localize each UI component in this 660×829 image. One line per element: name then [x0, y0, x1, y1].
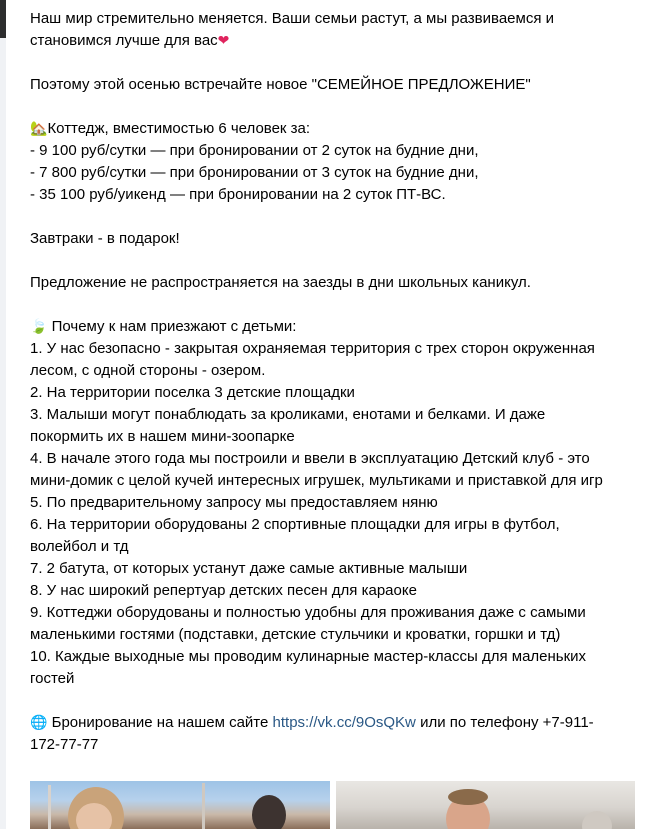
restriction-paragraph [30, 272, 645, 294]
post-body [30, 8, 645, 778]
restriction-text: Предложение не распространяется на заезды в дни школьных каникул. [30, 274, 531, 291]
intro-paragraph [30, 8, 645, 52]
reason-line: 1. У нас безопасно - закрытая охраняемая территория с трех сторон окруженная [30, 340, 595, 357]
price-line: - 7 800 руб/сутки — при бронировании от 3 суток на будние дни, [30, 164, 479, 181]
breakfast-text: Завтраки - в подарок! [30, 230, 180, 247]
attachment-photo-1[interactable] [30, 781, 330, 829]
prices-paragraph [30, 118, 645, 206]
reason-line: 3. Малыши могут понаблюдать за кроликами, енотами и белками. И даже [30, 406, 546, 423]
price-line: - 9 100 руб/сутки — при бронировании от 2 суток на будние дни, [30, 142, 479, 159]
photo-hair-shape [448, 789, 488, 805]
announcement-text: Поэтому этой осенью встречайте новое "СЕМЕЙНОЕ ПРЕДЛОЖЕНИЕ" [30, 76, 531, 93]
reason-line: маленькими гостями (подставки, детские стульчики и кроватки, горшки и тд) [30, 626, 561, 643]
photo-stick-shape [48, 785, 51, 829]
booking-link[interactable]: https://vk.cc/9OsQKw [272, 714, 416, 731]
photo-object-shape [582, 811, 612, 829]
reason-line: 2. На территории поселка 3 детские площадки [30, 384, 355, 401]
reason-line: 8. У нас широкий репертуар детских песен для караоке [30, 582, 417, 599]
photo-attachments [30, 781, 635, 829]
heart-icon: ❤ [217, 33, 230, 49]
reason-line: лесом, с одной стороны - озером. [30, 362, 266, 379]
reason-line: 6. На территории оборудованы 2 спортивные площадки для игры в футбол, [30, 516, 560, 533]
photo-figure-shape [252, 795, 286, 829]
reason-line: 5. По предварительному запросу мы предоставляем няню [30, 494, 438, 511]
intro-line-2: становимся лучше для вас❤ [30, 30, 645, 52]
photo-face-shape [76, 803, 112, 829]
breakfast-paragraph [30, 228, 645, 250]
house-icon: 🏡 [30, 121, 48, 137]
attachment-photo-2[interactable] [336, 781, 635, 829]
booking-line-1: 🌐 Бронирование на нашем сайте https://vk.cc/9OsQKw или по телефону +7-911- [30, 712, 645, 734]
reason-line: мини-домик с целой кучей интересных игрушек, мультиками и приставкой для игр [30, 472, 603, 489]
announcement-paragraph [30, 74, 645, 96]
photo-stick-shape [202, 783, 205, 829]
reason-line: 4. В начале этого года мы построили и ввели в эксплуатацию Детский клуб - это [30, 450, 590, 467]
reasons-title-line: 🍃 Почему к нам приезжают с детьми: [30, 316, 645, 338]
booking-line-2: 172-77-77 [30, 736, 99, 753]
reason-line: 9. Коттеджи оборудованы и полностью удобны для проживания даже с самыми [30, 604, 586, 621]
left-sidebar-edge [0, 0, 6, 829]
cottage-title-line: 🏡Коттедж, вместимостью 6 человек за: [30, 118, 645, 140]
price-line: - 35 100 руб/уикенд — при бронировании на 2 суток ПТ-ВС. [30, 186, 446, 203]
intro-line-1: Наш мир стремительно меняется. Ваши семьи растут, а мы развиваемся и [30, 10, 554, 27]
reason-line: волейбол и тд [30, 538, 129, 555]
reason-line: 7. 2 батута, от которых устанут даже самые активные малыши [30, 560, 468, 577]
leaf-icon: 🍃 [30, 319, 48, 335]
booking-paragraph [30, 712, 645, 756]
reason-line: 10. Каждые выходные мы проводим кулинарные мастер-классы для маленьких [30, 648, 587, 665]
reason-line: гостей [30, 670, 75, 687]
reason-line: покормить их в нашем мини-зоопарке [30, 428, 295, 445]
globe-icon: 🌐 [30, 715, 48, 731]
sidebar-dark-top [0, 0, 6, 38]
reasons-paragraph [30, 316, 645, 690]
